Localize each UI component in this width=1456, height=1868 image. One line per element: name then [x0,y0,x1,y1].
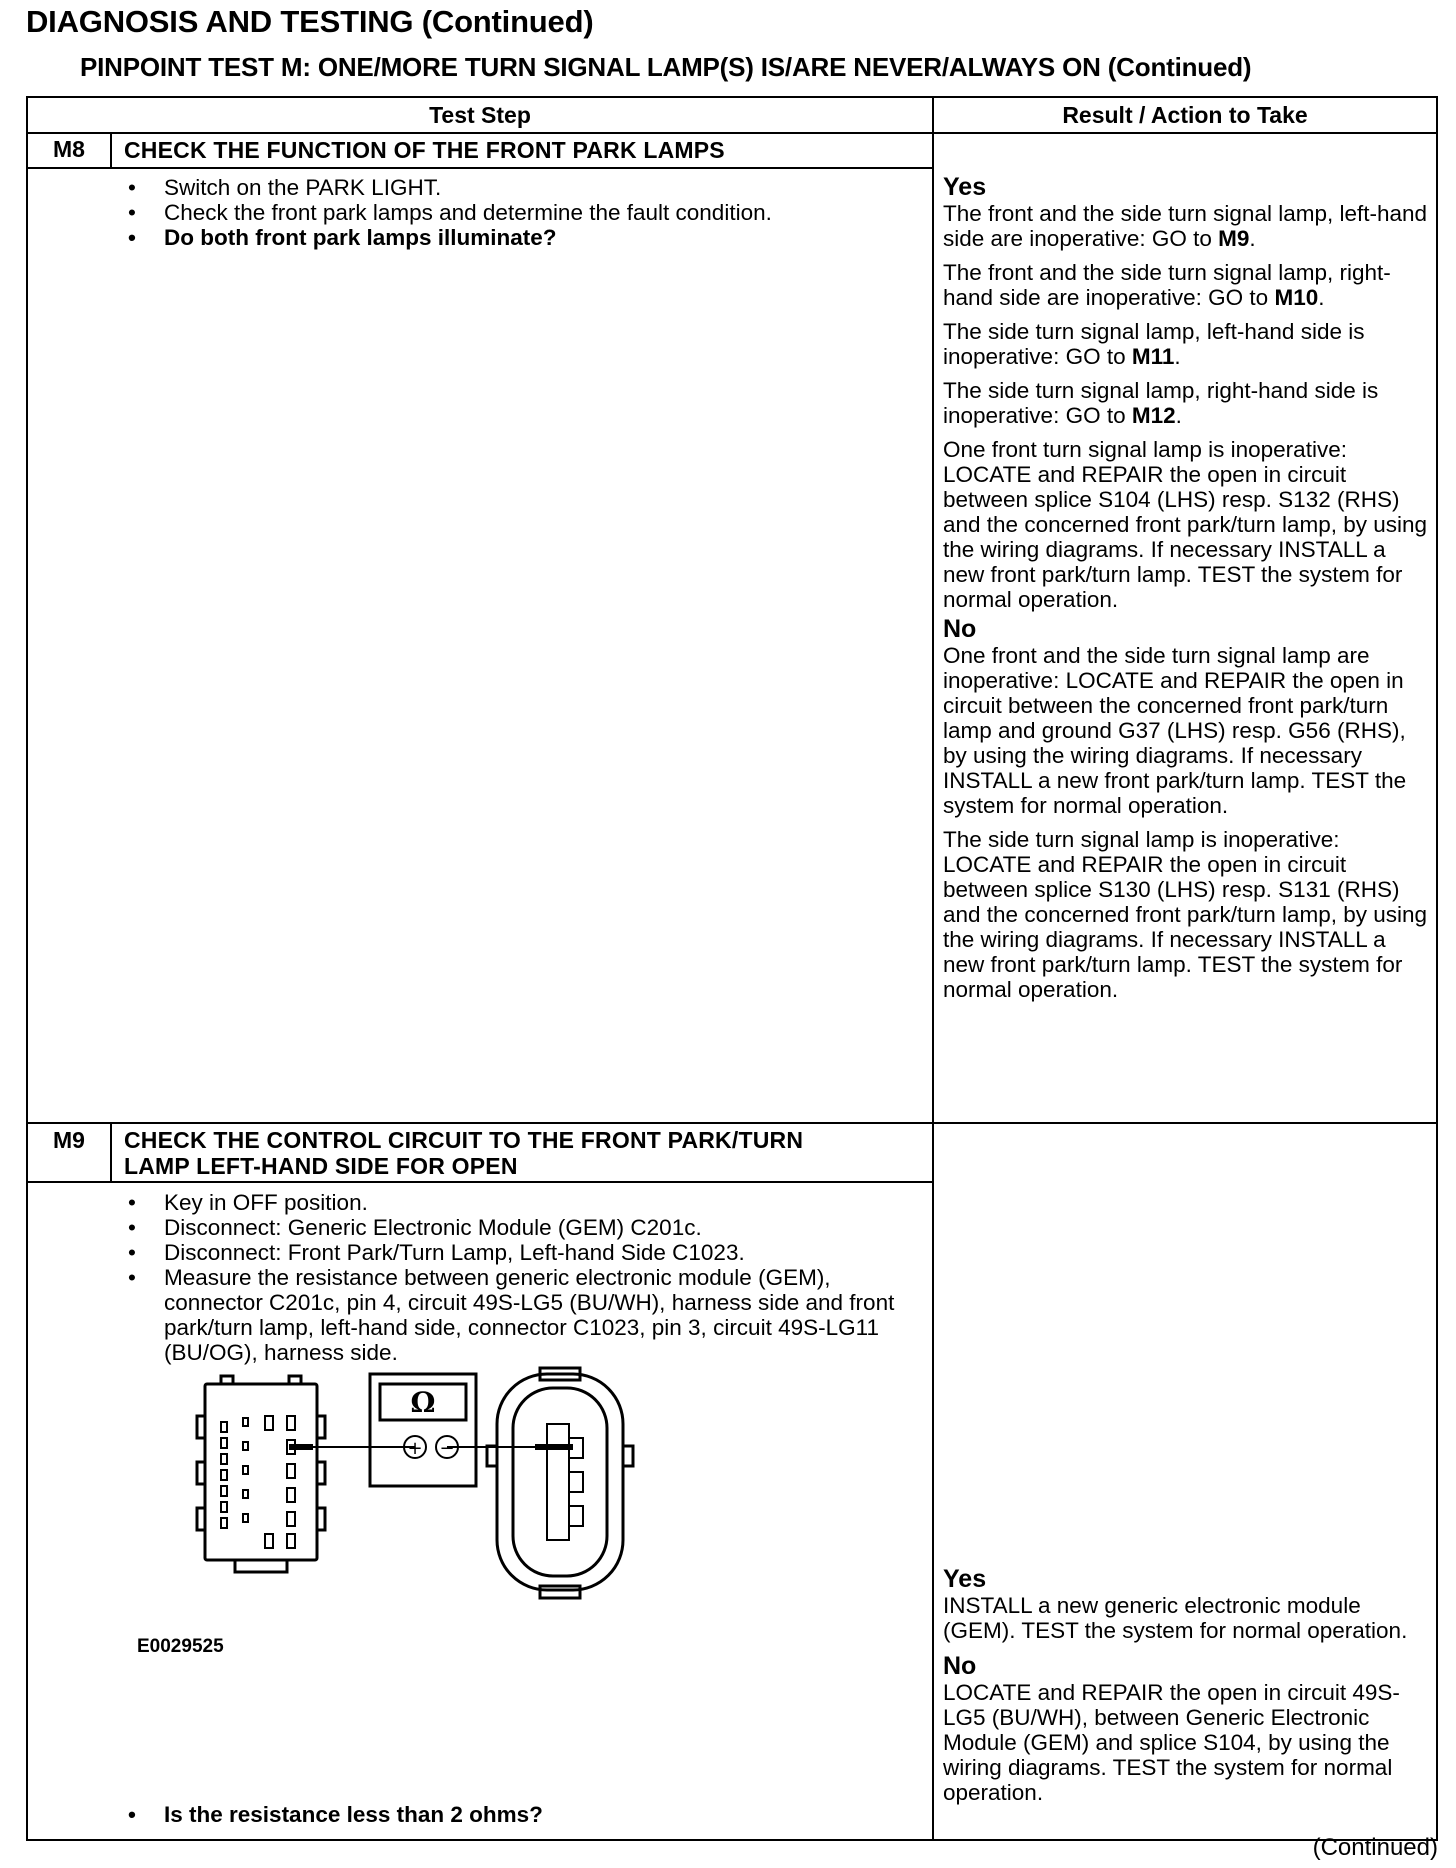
m8-yes-label: Yes [943,173,987,201]
m9-title-divider [28,1181,933,1183]
m8-step-list [124,175,924,250]
m8-no-action-2: The side turn signal lamp is inoperative: LOCATE and REPAIR the open in circuit between splice S130 (LHS) resp. S131 (RHS) and the concerned front park/turn lamp, by using the wiring diagrams. If necessary INSTALL a new front park/turn lamp. TEST the system for normal operation. [943,827,1428,1002]
column-divider [932,98,934,1839]
m9-step-1: • Key in OFF position. [124,1190,914,1215]
column-header-test-step: Test Step [429,102,531,128]
m8-no-label: No [943,615,977,643]
column-header-result: Result / Action to Take [1062,102,1308,128]
m9-step-list [124,1190,914,1365]
plus-terminal-label: + [407,1438,423,1459]
continued-label: (Continued) [1312,1834,1438,1861]
lamp-connector-icon [487,1368,633,1598]
header-divider [28,132,1436,134]
m8-step-2: • Check the front park lamps and determine the fault condition. [124,200,924,225]
m9-yes-action: INSTALL a new generic electronic module (GEM). TEST the system for normal operation. [943,1593,1408,1643]
step-link-m9[interactable]: M9 [1218,226,1250,251]
m8-result [943,173,1433,1011]
gem-connector-pins [221,1416,295,1548]
m9-question: • Is the resistance less than 2 ohms? [124,1802,914,1827]
m9-result [943,1565,1433,1814]
m9-step-4: • Measure the resistance between generic electronic module (GEM), connector C201c, pin 4, circuit 49S-LG5 (BU/WH), harness side and front park/turn lamp, left-hand side, connector C1023, pin 3, circuit 49S-LG11 (BU/OG), harness side. [124,1265,914,1365]
step-link-m10[interactable]: M10 [1274,285,1319,310]
m8-yes-action-3: The side turn signal lamp, left-hand side is inoperative: GO to M11. [943,319,1365,369]
m9-no-action: LOCATE and REPAIR the open in circuit 49S-LG5 (BU/WH), between Generic Electronic Module (GEM) and splice S104, by using the wiring diagrams. TEST the system for normal operation. [943,1680,1400,1805]
minus-terminal-label: − [439,1438,455,1459]
m9-no-label: No [943,1652,977,1680]
m8-yes-action-2: The front and the side turn signal lamp, right-hand side are inoperative: GO to M10. [943,260,1391,310]
m8-yes-action-5: One front turn signal lamp is inoperative: LOCATE and REPAIR the open in circuit between splice S104 (LHS) resp. S132 (RHS) and the concerned front park/turn lamp, by using the wiring diagrams. If necessary INSTALL a new front park/turn lamp. TEST the system for normal operation. [943,437,1428,612]
step-link-m11[interactable]: M11 [1131,344,1175,369]
m9-step-2: • Disconnect: Generic Electronic Module (GEM) C201c. [124,1215,914,1240]
m8-yes-action-4: The side turn signal lamp, right-hand side is inoperative: GO to M12. [943,378,1379,428]
step-id-m8: M8 [53,136,85,162]
step-id-m9: M9 [53,1127,85,1153]
step-title-m8: CHECK THE FUNCTION OF THE FRONT PARK LAMPS [124,137,725,163]
resistance-measurement-figure [195,1354,755,1614]
m8-title-divider [28,167,933,169]
m8-no-action-1: One front and the side turn signal lamp are inoperative: LOCATE and REPAIR the open in circuit between the concerned front park/turn lamp and ground G37 (LHS) resp. G56 (RHS), by using the wiring diagrams. If necessary INSTALL a new front park/turn lamp. TEST the system for normal operation. [943,643,1407,818]
m9-yes-label: Yes [943,1565,987,1593]
m8-id-divider [110,132,112,169]
step-title-m9: CHECK THE CONTROL CIRCUIT TO THE FRONT PARK/TURN LAMP LEFT-HAND SIDE FOR OPEN [124,1127,804,1179]
ohm-symbol: Ω [410,1386,436,1419]
m8-step-1: • Switch on the PARK LIGHT. [124,175,924,200]
m9-question-list [124,1802,914,1827]
m8-question: • Do both front park lamps illuminate? [124,225,924,250]
m8-yes-action-1: The front and the side turn signal lamp, left-hand side are inoperative: GO to M9. [943,201,1428,251]
gem-connector-icon [197,1376,325,1572]
m9-id-divider [110,1122,112,1183]
pinpoint-test-title: PINPOINT TEST M: ONE/MORE TURN SIGNAL LAMP(S) IS/ARE NEVER/ALWAYS ON (Continued) [80,52,1252,82]
page-title: DIAGNOSIS AND TESTING (Continued) [26,4,594,39]
figure-id: E0029525 [137,1636,224,1657]
m9-step-3: • Disconnect: Front Park/Turn Lamp, Left-hand Side C1023. [124,1240,914,1265]
m8-m9-divider [28,1122,1436,1124]
step-link-m12[interactable]: M12 [1131,403,1176,428]
